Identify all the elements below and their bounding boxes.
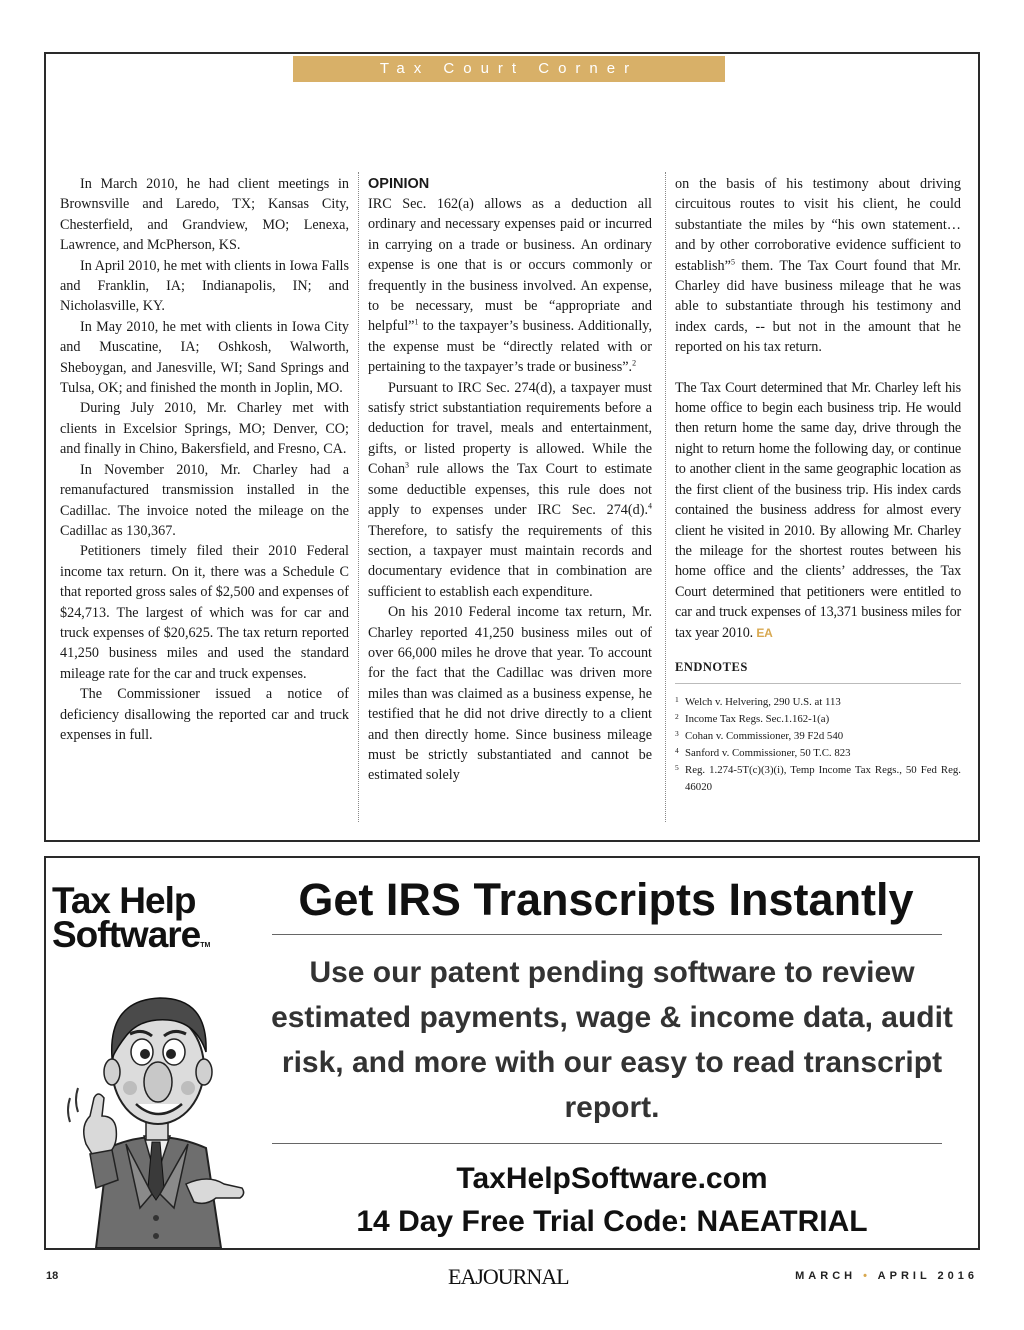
endnote-item: 2 Income Tax Regs. Sec.1.162-1(a) (675, 712, 830, 726)
endnotes-title: ENDNOTES (675, 657, 961, 684)
end-mark: EA (756, 625, 773, 640)
paragraph: on the basis of his testimony about driving circuitous routes to visit his client, he could substantiate the miles by “his own statement… and by other corroborative evidence sufficient to establish”$^5$ them. The Tax Court found that Mr. Charley did have business mileage that he was able to substantiate through his testimony and index cards, -- but not in the amount that he reported on his tax return. (675, 176, 961, 356)
endnote-item: 1 Welch v. Helvering, 290 U.S. at 113 (675, 695, 841, 709)
paragraph: Pursuant to IRC Sec. 274(d), a taxpayer must satisfy strict substantiation requirements before a deduction for travel, meals and entertainment, gifts, or listed property is allowed. While the Cohan$^3$ rule allows the Tax Court to estimate some deductible expenses, this rule does not apply to expenses under IRC Sec. 274(d).$^4$ Therefore, to satisfy the requirements of this section, a taxpayer must maintain records and documentary evidence that in combination are sufficient to establish each expenditure. (368, 379, 652, 600)
paragraph: The Tax Court determined that Mr. Charley left his home office to begin each business trip. He would then return home the same day, drive through the night to return home the following day, or continue to another client in the same geographic location as the first client of the business trip. His index cards contained the business address for almost every client he visited in 2010. By allowing Mr. Charley the mileage for the shortest routes between his home office and the clients’ addresses, the Tax Court determined that petitioners were entitled to car and truck expenses of 13,371 business miles for tax year 2010. EA (675, 379, 961, 641)
endnote-item: 5 Reg. 1.274-5T(c)(3)(i), Temp Income Tax Regs., 50 Fed Reg. 46020 (675, 763, 961, 794)
column-divider (665, 172, 666, 822)
paragraph: IRC Sec. 162(a) allows as a deduction all ordinary and necessary expenses paid or incurred in carrying on a trade or business. An ordinary expense is one that is or occurs commonly or frequently in the business involved. An expense, to be necessary, must be “appropriate and helpful”$^1$ to the taxpayer’s business. Additionally, the expense must be “directly related with or pertaining to the taxpayer’s trade or business”.$^2$ (368, 196, 652, 376)
footnote-ref: 3 (405, 460, 410, 470)
ad-trial-code: 14 Day Free Trial Code: NAEATRIAL (356, 1205, 868, 1238)
cartoon-mascot-image (56, 948, 256, 1248)
journal-logo: EAJOURNAL (448, 1264, 569, 1289)
paragraph: In May 2010, he met with clients in Iowa City and Muscatine, IA; Oshkosh, Walworth, Sheboygan, and Janesville, WI; Sand Springs and Tulsa, OK; and finished the month in Joplin, MO. (60, 318, 349, 397)
article-column-2 (368, 174, 652, 786)
endnotes-list (675, 694, 961, 796)
article-column-1 (60, 174, 349, 745)
section-heading: OPINION (368, 176, 430, 192)
ad-headline: Get IRS Transcripts Instantly (298, 874, 914, 925)
footnote-ref: 1 (414, 317, 419, 327)
ad-divider (272, 1143, 942, 1144)
issue-date: MARCH • APRIL 2016 (795, 1270, 978, 1282)
footnote-ref: 4 (648, 501, 652, 511)
footnote-ref: 5 (730, 256, 735, 266)
paragraph: On his 2010 Federal income tax return, Mr. Charley reported 41,250 business miles out of over 66,000 miles he drove that year. To account for the fact that the Cadillac was driven more miles than was claimed as a business expense, he testified that he did not drive directly to a client and then directly home. Since business mileage must be strictly substantiated and cannot be estimated solely (368, 604, 652, 784)
endnote-item: 4 Sanford v. Commissioner, 50 T.C. 823 (675, 746, 851, 760)
ad-body-text: Use our patent pending software to review estimated payments, wage & income data, audit risk, and more with our easy to read transcript report. (271, 956, 953, 1124)
tax-help-software-logo: Tax Help SoftwareTM (52, 880, 211, 955)
page-number: 18 (46, 1270, 59, 1282)
paragraph: Petitioners timely filed their 2010 Federal income tax return. On it, there was a Schedule C that reported gross sales of $2,500 and expenses of $24,713. The largest of which was for car and truck expenses of $20,625. The tax return reported 41,250 business miles and used the standard mileage rate for the car and truck expenses. (60, 543, 349, 682)
ad-divider (272, 934, 942, 935)
paragraph: In November 2010, Mr. Charley had a remanufactured transmission installed in the Cadillac. The invoice noted the mileage on the Cadillac as 130,367. (60, 461, 349, 539)
paragraph: During July 2010, Mr. Charley met with clients in Excelsior Springs, MO; Denver, CO; and finally in Chino, Bakersfield, and Fresno, CA. (60, 400, 349, 458)
paragraph: In March 2010, he had client meetings in Brownsville and Laredo, TX; Kansas City, Chesterfield, and Grandview, MO; Lenexa, Lawrence, and McPherson, KS. (60, 176, 349, 254)
article-column-3 (675, 174, 961, 796)
column-divider (358, 172, 359, 822)
endnote-item: 3 Cohan v. Commissioner, 39 F2d 540 (675, 729, 844, 743)
paragraph: The Commissioner issued a notice of deficiency disallowing the reported car and truck expenses in full. (60, 686, 349, 743)
section-banner: Tax Court Corner (293, 56, 725, 82)
ad-website-link[interactable]: TaxHelpSoftware.com (456, 1162, 768, 1195)
footnote-ref: 2 (632, 358, 637, 368)
paragraph: In April 2010, he met with clients in Iowa Falls and Franklin, IA; Indianapolis, IN; and Nicholasville, KY. (60, 257, 349, 315)
